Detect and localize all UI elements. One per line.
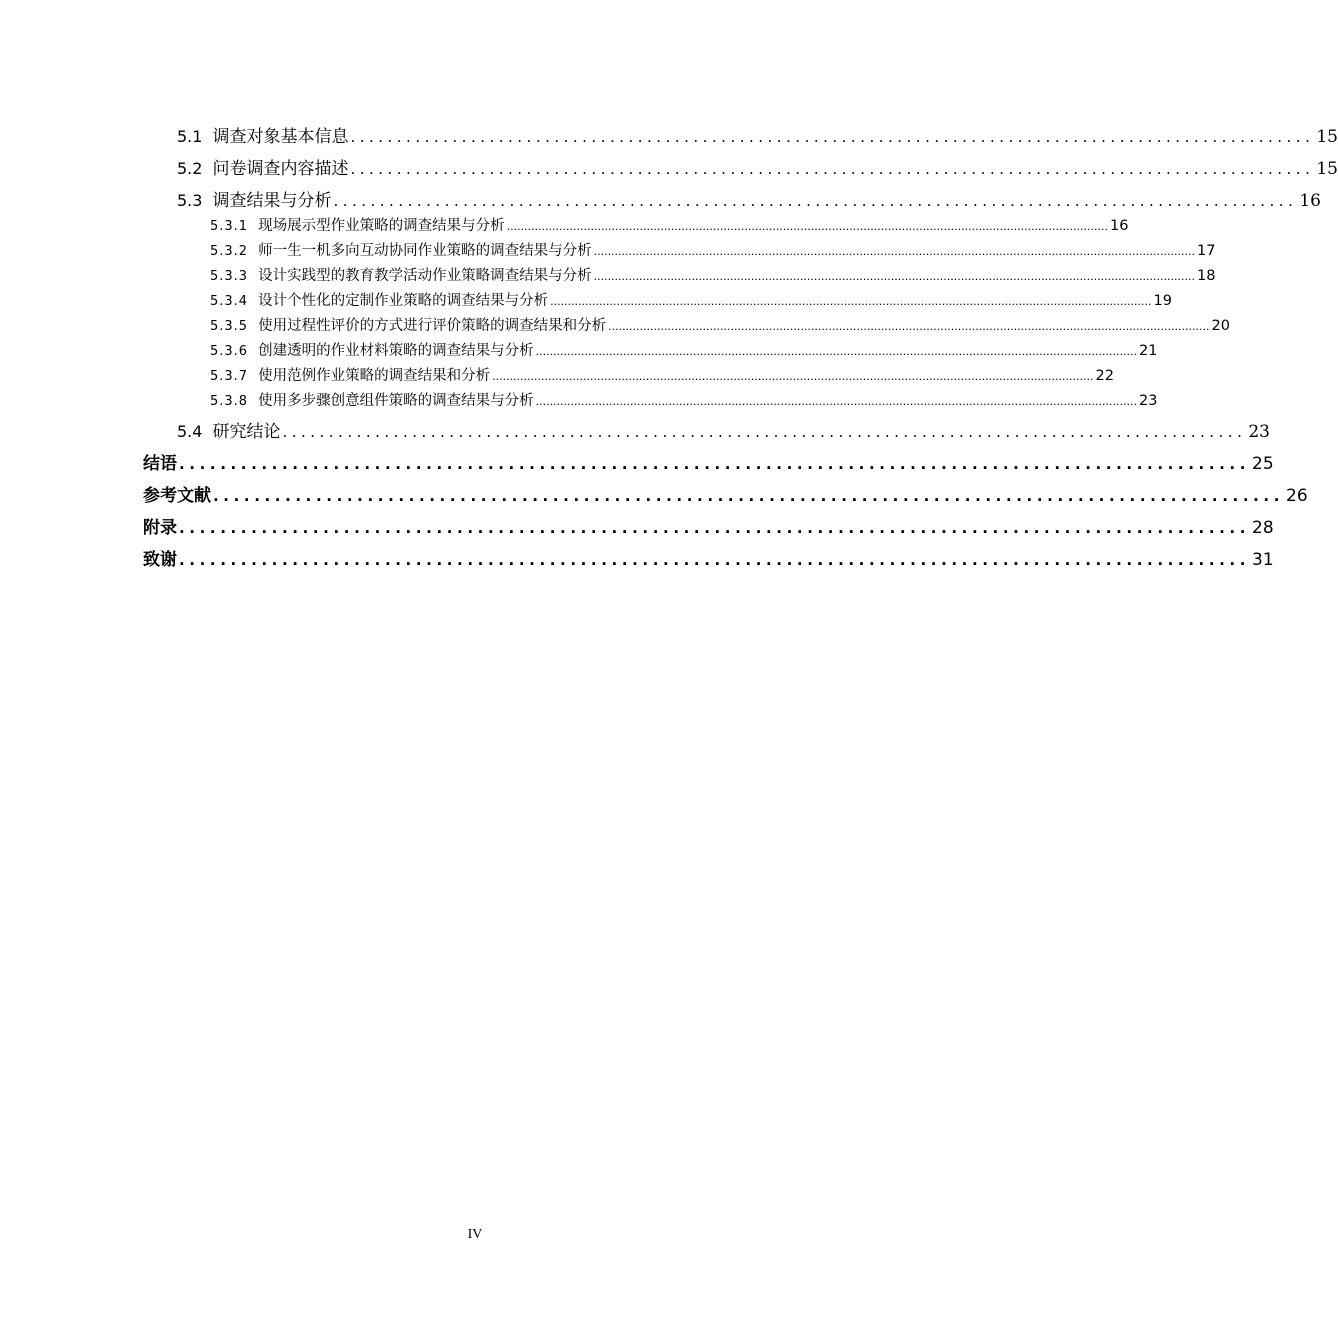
dot-leader: ............................................................................................................................................................................ xyxy=(506,220,1108,233)
toc-entry-page: 23 xyxy=(1248,422,1270,442)
toc-entry-number: 5.3.8 xyxy=(210,394,249,409)
toc-entry-title: 研究结论 xyxy=(212,422,281,442)
toc-entry-page: 15 xyxy=(1316,159,1338,179)
dot-leader: ........................................................................................................ xyxy=(179,519,1251,537)
toc-entry-title: 创建透明的作业材料策略的调查结果与分析 xyxy=(258,343,534,359)
dot-leader: ............................................................................................................................................................................ xyxy=(535,395,1137,408)
toc-entry-conclusion[interactable] xyxy=(143,449,1274,474)
toc-entry-page: 26 xyxy=(1286,486,1308,506)
toc-entry-title: 参考文献 xyxy=(143,486,211,506)
dot-leader: ........................................................................................................ xyxy=(333,192,1298,210)
toc-entry-5-2[interactable] xyxy=(177,154,1338,179)
toc-entry-number: 5.2 xyxy=(177,159,203,178)
toc-entry-page: 31 xyxy=(1252,550,1274,570)
toc-entry-number: 5.3.1 xyxy=(210,219,249,234)
dot-leader: ............................................................................................................................................................................ xyxy=(593,245,1195,258)
toc-entry-page: 18 xyxy=(1197,268,1216,284)
toc-entry-number: 5.3.5 xyxy=(210,319,249,334)
page-number-footer: IV xyxy=(467,1227,483,1242)
toc-entry-5-3-5[interactable] xyxy=(210,314,1230,335)
toc-entry-5-3-2[interactable] xyxy=(210,239,1216,260)
dot-leader: ........................................................................................................ xyxy=(179,455,1251,473)
toc-entry-number: 5.3.4 xyxy=(210,294,249,309)
toc-entry-5-3-8[interactable] xyxy=(210,389,1158,410)
toc-entry-title: 设计实践型的教育教学活动作业策略调查结果与分析 xyxy=(258,268,592,284)
toc-entry-5-3-6[interactable] xyxy=(210,339,1158,360)
toc-entry-5-3[interactable] xyxy=(177,186,1321,211)
dot-leader: ............................................................................................................................................................................ xyxy=(535,345,1137,358)
dot-leader: ........................................................................................................ xyxy=(179,551,1251,569)
toc-entry-page: 15 xyxy=(1316,127,1338,147)
toc-entry-number: 5.3 xyxy=(177,191,203,210)
dot-leader: ............................................................................................................................................................................ xyxy=(593,270,1195,283)
dot-leader: ........................................................................................................ xyxy=(350,160,1315,178)
dot-leader: ............................................................................................................................................................................ xyxy=(492,370,1094,383)
toc-entry-page: 16 xyxy=(1110,218,1129,234)
toc-entry-acknowledgements[interactable] xyxy=(143,545,1274,570)
dot-leader: ........................................................................................................ xyxy=(213,487,1285,505)
toc-entry-title: 问卷调查内容描述 xyxy=(212,159,349,179)
dot-leader: ........................................................................................................ xyxy=(350,128,1315,146)
toc-entry-5-3-7[interactable] xyxy=(210,364,1114,385)
dot-leader: ............................................................................................................................................................................ xyxy=(550,295,1152,308)
toc-entry-page: 25 xyxy=(1252,454,1274,474)
dot-leader: ............................................................................................................................................................................ xyxy=(608,320,1210,333)
toc-entry-number: 5.3.2 xyxy=(210,244,249,259)
toc-entry-title: 现场展示型作业策略的调查结果与分析 xyxy=(258,218,505,234)
toc-entry-title: 附录 xyxy=(143,518,177,538)
toc-entry-page: 21 xyxy=(1139,343,1158,359)
toc-entry-title: 使用范例作业策略的调查结果和分析 xyxy=(258,368,491,384)
toc-entry-page: 16 xyxy=(1299,191,1321,211)
toc-entry-title: 设计个性化的定制作业策略的调查结果与分析 xyxy=(258,293,549,309)
toc-entry-appendix[interactable] xyxy=(143,513,1274,538)
toc-entry-title: 致谢 xyxy=(143,550,177,570)
toc-entry-page: 19 xyxy=(1153,293,1172,309)
toc-entry-references[interactable] xyxy=(143,481,1308,506)
toc-entry-5-4[interactable] xyxy=(177,417,1270,442)
toc-entry-number: 5.3.6 xyxy=(210,344,249,359)
toc-entry-page: 17 xyxy=(1197,243,1216,259)
toc-entry-5-1[interactable] xyxy=(177,122,1338,147)
toc-entry-title: 调查结果与分析 xyxy=(212,191,332,211)
toc-entry-page: 22 xyxy=(1095,368,1114,384)
toc-entry-number: 5.4 xyxy=(177,422,203,441)
toc-entry-5-3-3[interactable] xyxy=(210,264,1216,285)
toc-entry-page: 20 xyxy=(1211,318,1230,334)
toc-entry-5-3-4[interactable] xyxy=(210,289,1172,310)
toc-entry-title: 使用过程性评价的方式进行评价策略的调查结果和分析 xyxy=(258,318,607,334)
toc-entry-page: 28 xyxy=(1252,518,1274,538)
toc-entry-title: 师一生一机多向互动协同作业策略的调查结果与分析 xyxy=(258,243,592,259)
toc-entry-number: 5.1 xyxy=(177,127,203,146)
toc-entry-title: 调查对象基本信息 xyxy=(212,127,349,147)
dot-leader: ........................................................................................................ xyxy=(282,423,1247,441)
toc-entry-page: 23 xyxy=(1139,393,1158,409)
toc-entry-number: 5.3.7 xyxy=(210,369,249,384)
toc-entry-number: 5.3.3 xyxy=(210,269,249,284)
toc-entry-title: 结语 xyxy=(143,454,177,474)
toc-entry-5-3-1[interactable] xyxy=(210,214,1129,235)
toc-entry-title: 使用多步骤创意组件策略的调查结果与分析 xyxy=(258,393,534,409)
